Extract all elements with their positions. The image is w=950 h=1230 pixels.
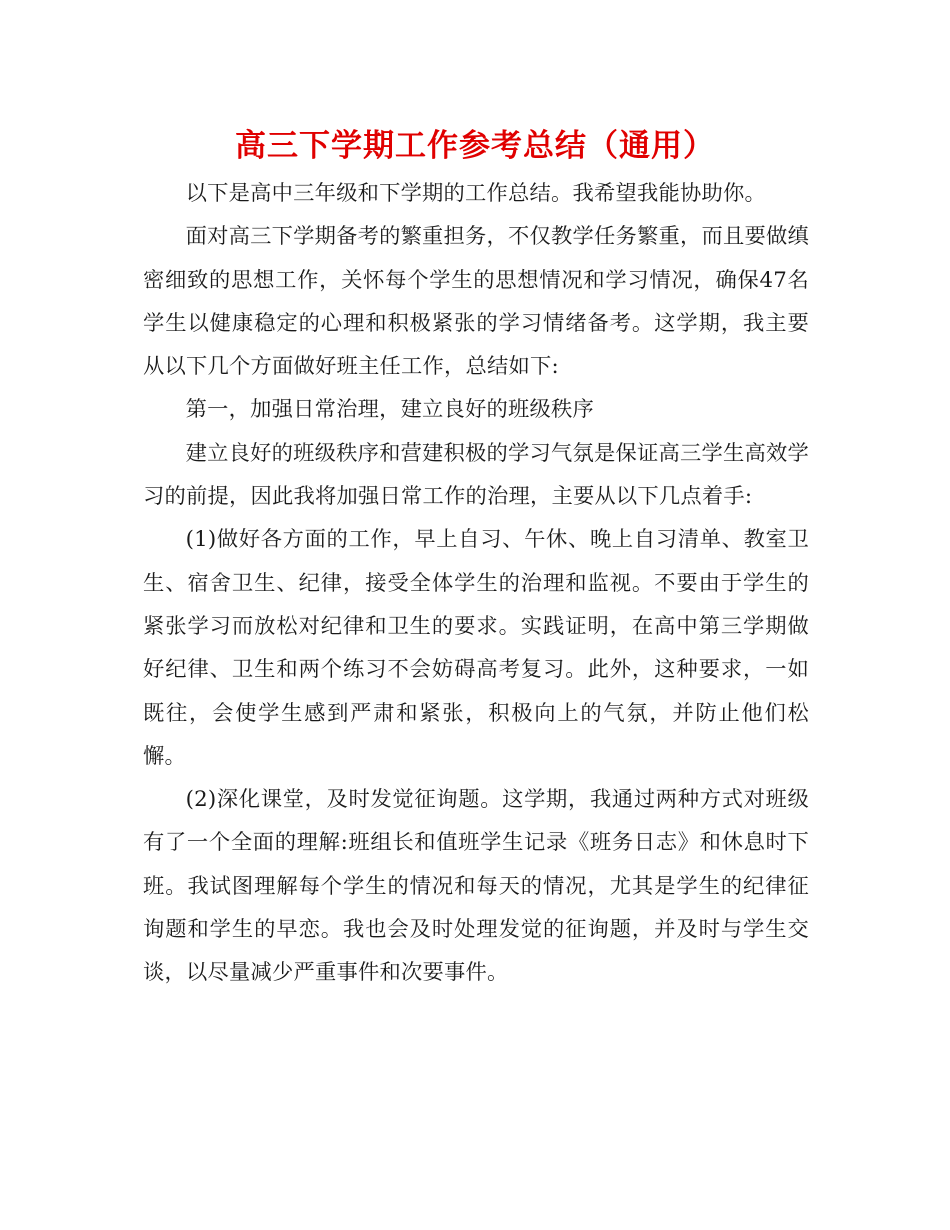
paragraph-item-2: (2)深化课堂，及时发觉征询题。这学期，我通过两种方式对班级有了一个全面的理解:班组长和值班学生记录《班务日志》和休息时下班。我试图理解每个学生的情况和每天的情况，尤其是学生的纪律征询题和学生的早恋。我也会及时处理发觉的征询题，并及时与学生交谈，以尽量减少严重事件和次要事件。 xyxy=(143,787,809,986)
paragraph-intro: 以下是高中三年级和下学期的工作总结。我希望我能协助你。 xyxy=(185,181,767,206)
document-body xyxy=(143,172,809,995)
section-heading-first: 第一，加强日常治理，建立良好的班级秩序 xyxy=(185,397,595,423)
paragraph-item-1: (1)做好各方面的工作，早上自习、午休、晚上自习清单、教室卫生、宿舍卫生、纪律，接受全体学生的治理和监视。不要由于学生的紧张学习而放松对纪律和卫生的要求。实践证明，在高中第三学期做好纪律、卫生和两个练习不会妨碍高考复习。此外，这种要求，一如既往，会使学生感到严肃和紧张，积极向上的气氛，并防止他们松懈。 xyxy=(143,527,809,769)
paragraph-overview: 面对高三下学期备考的繁重担务，不仅教学任务繁重，而且要做缜密细致的思想工作，关怀每个学生的思想情况和学习情况，确保47名学生以健康稳定的心理和积极紧张的学习情绪备考。这学期，我主要从以下几个方面做好班主任工作，总结如下: xyxy=(143,224,810,380)
paragraph-class-order: 建立良好的班级秩序和营建积极的学习气氛是保证高三学生高效学习的前提，因此我将加强日常工作的治理，主要从以下几点着手: xyxy=(143,440,810,510)
document-title: 高三下学期工作参考总结（通用） xyxy=(235,128,715,164)
